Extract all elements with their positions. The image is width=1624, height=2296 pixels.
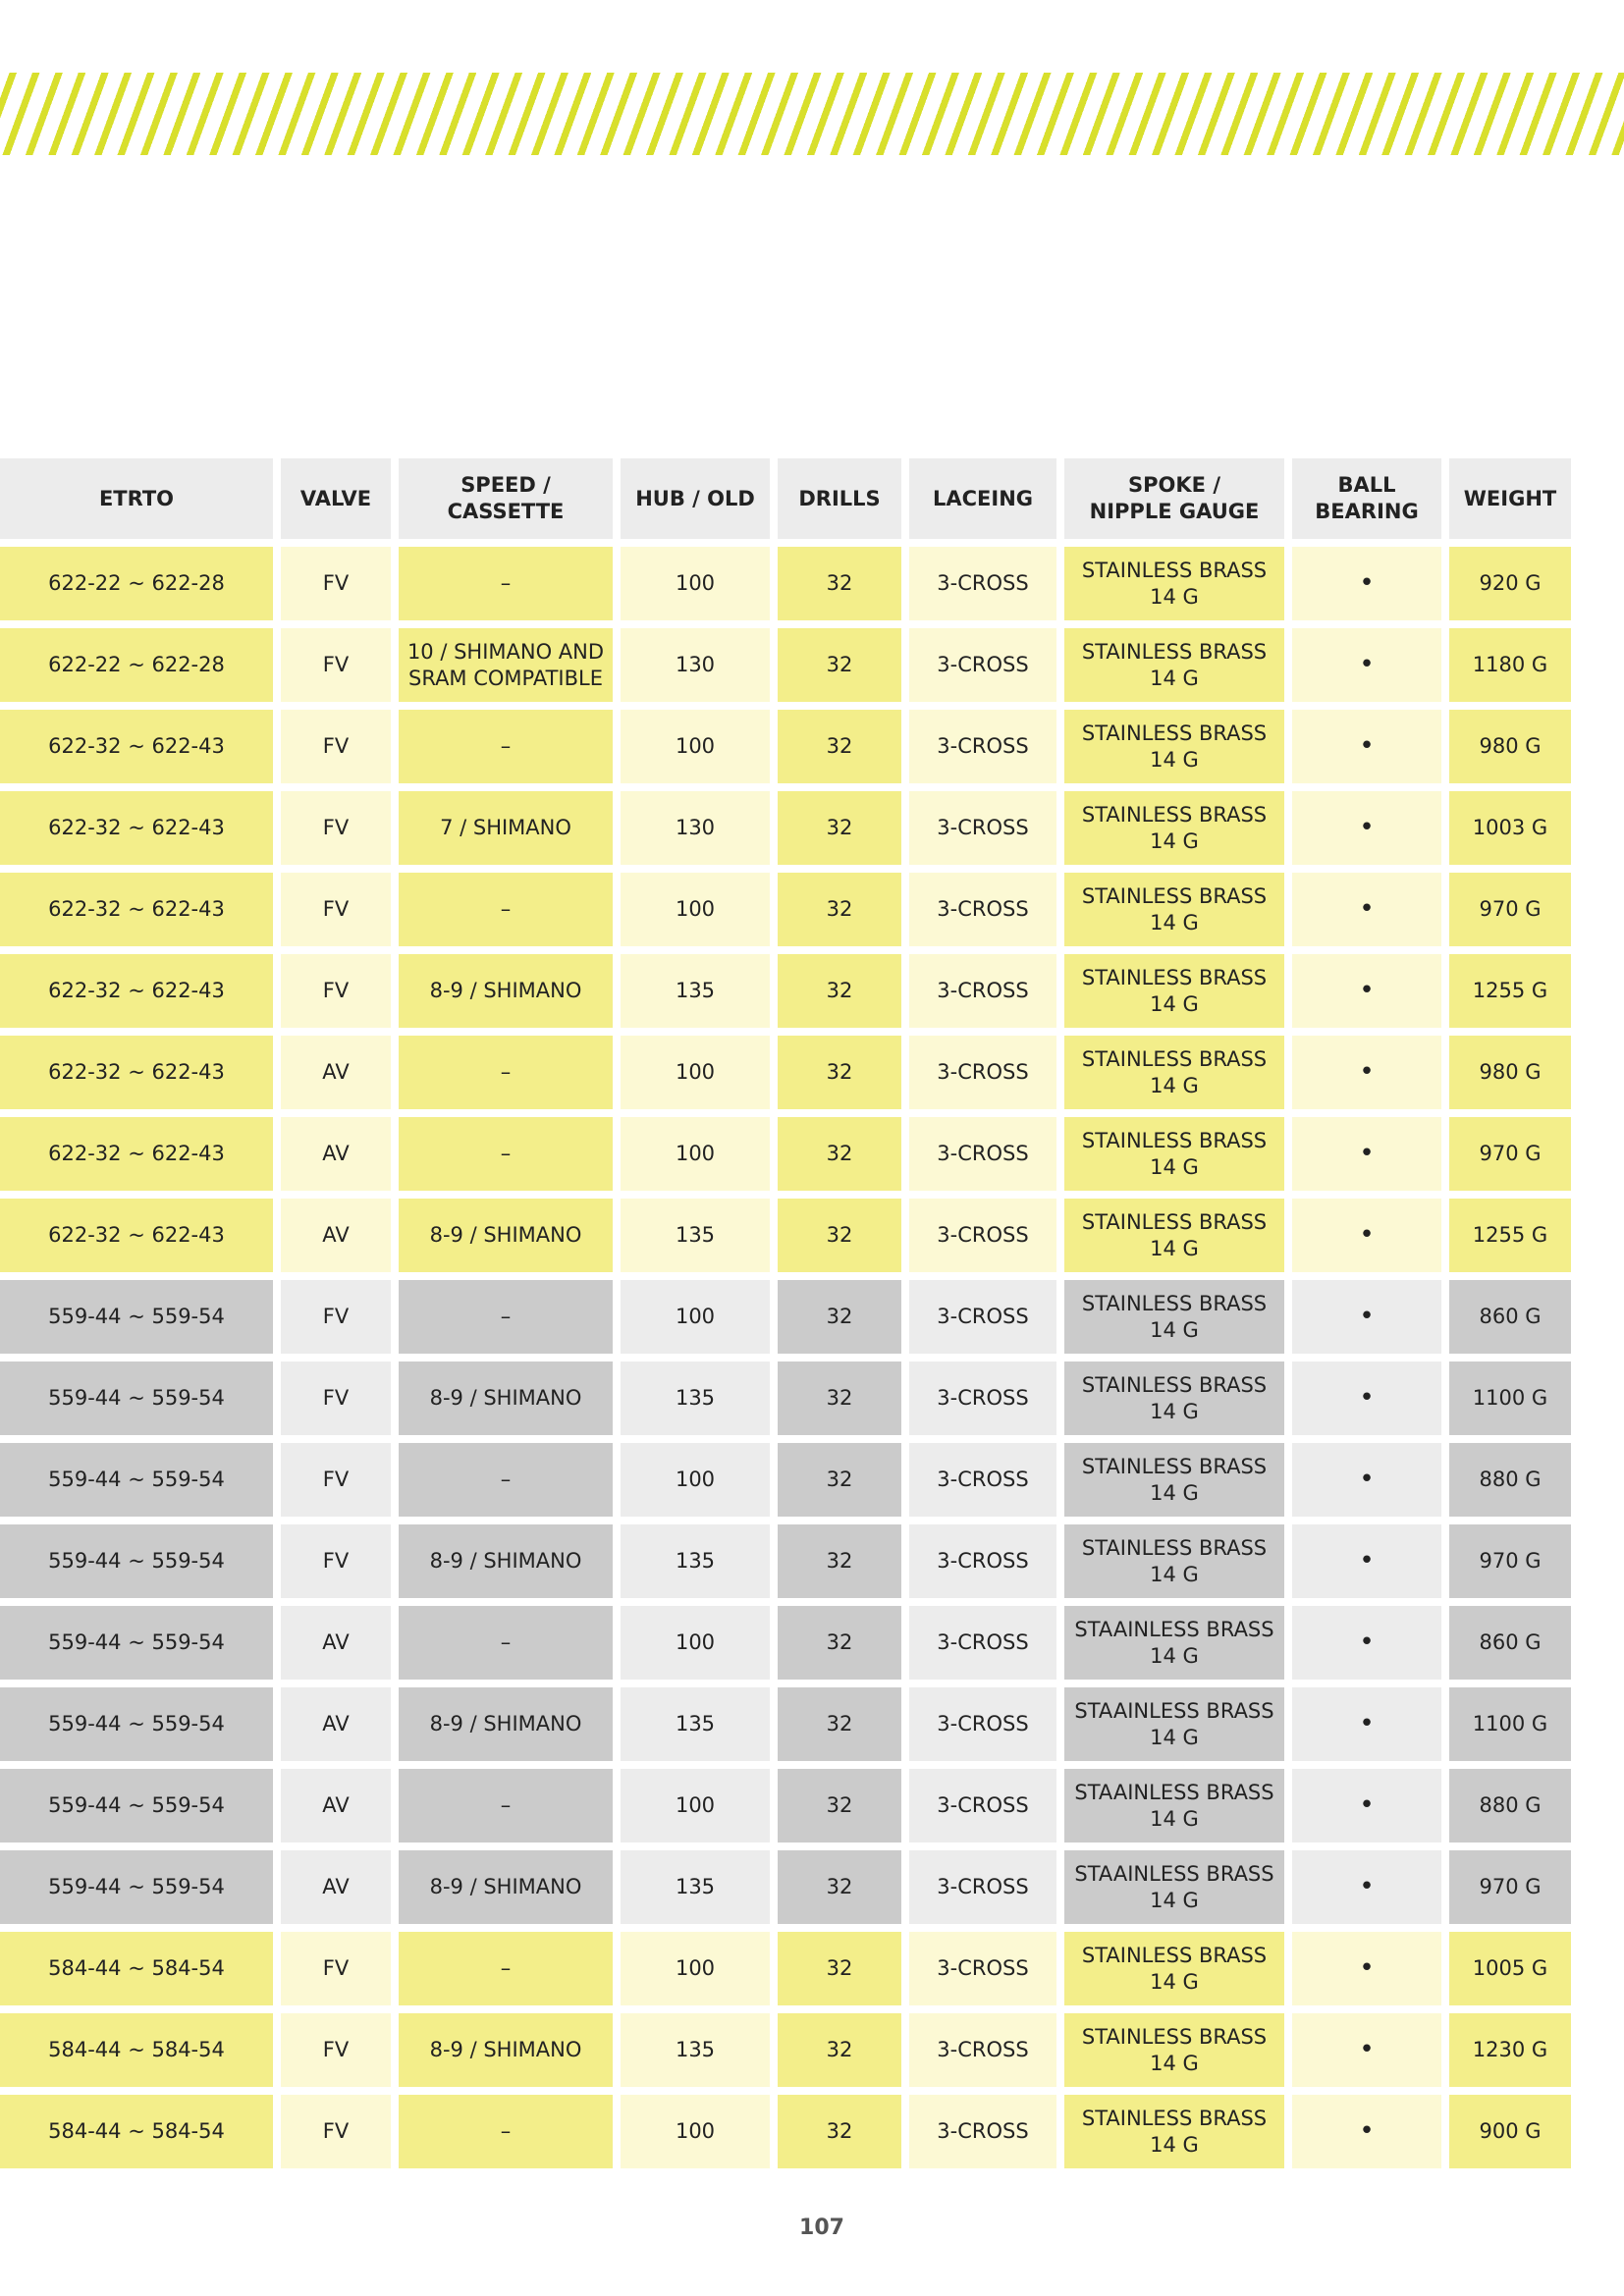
cell-speed-cassette: – bbox=[399, 1932, 613, 2005]
cell-valve: AV bbox=[281, 1199, 391, 1272]
table-row bbox=[0, 628, 1571, 702]
cell-laceing: 3-CROSS bbox=[909, 954, 1056, 1028]
table-row bbox=[0, 791, 1571, 865]
table-row bbox=[0, 1036, 1571, 1109]
cell-laceing: 3-CROSS bbox=[909, 1606, 1056, 1680]
cell-etrto: 559-44 ~ 559-54 bbox=[0, 1362, 273, 1435]
cell-weight: 970 G bbox=[1449, 1850, 1571, 1924]
cell-drills: 32 bbox=[778, 791, 901, 865]
cell-ball-bearing: • bbox=[1292, 1036, 1441, 1109]
cell-hub-old: 130 bbox=[621, 628, 770, 702]
cell-valve: FV bbox=[281, 2013, 391, 2087]
cell-ball-bearing: • bbox=[1292, 873, 1441, 946]
cell-spoke-nipple-gauge: STAAINLESS BRASS 14 G bbox=[1064, 1687, 1284, 1761]
cell-hub-old: 135 bbox=[621, 1362, 770, 1435]
cell-hub-old: 135 bbox=[621, 954, 770, 1028]
cell-ball-bearing: • bbox=[1292, 1280, 1441, 1354]
cell-spoke-nipple-gauge: STAINLESS BRASS 14 G bbox=[1064, 1932, 1284, 2005]
table-row bbox=[0, 710, 1571, 783]
cell-hub-old: 100 bbox=[621, 1117, 770, 1191]
cell-ball-bearing: • bbox=[1292, 547, 1441, 620]
cell-etrto: 559-44 ~ 559-54 bbox=[0, 1443, 273, 1517]
cell-spoke-nipple-gauge: STAINLESS BRASS 14 G bbox=[1064, 710, 1284, 783]
table-row bbox=[0, 547, 1571, 620]
cell-weight: 1100 G bbox=[1449, 1362, 1571, 1435]
cell-spoke-nipple-gauge: STAAINLESS BRASS 14 G bbox=[1064, 1850, 1284, 1924]
cell-weight: 860 G bbox=[1449, 1280, 1571, 1354]
cell-laceing: 3-CROSS bbox=[909, 1362, 1056, 1435]
cell-valve: FV bbox=[281, 1932, 391, 2005]
header-speed-cassette: SPEED / CASSETTE bbox=[399, 458, 613, 539]
cell-hub-old: 100 bbox=[621, 1932, 770, 2005]
table-body bbox=[0, 547, 1571, 2168]
cell-valve: FV bbox=[281, 873, 391, 946]
cell-speed-cassette: 8-9 / SHIMANO bbox=[399, 1850, 613, 1924]
cell-etrto: 559-44 ~ 559-54 bbox=[0, 1850, 273, 1924]
cell-drills: 32 bbox=[778, 2095, 901, 2168]
header-laceing: LACEING bbox=[909, 458, 1056, 539]
header-drills: DRILLS bbox=[778, 458, 901, 539]
cell-drills: 32 bbox=[778, 710, 901, 783]
cell-laceing: 3-CROSS bbox=[909, 1687, 1056, 1761]
cell-drills: 32 bbox=[778, 628, 901, 702]
cell-ball-bearing: • bbox=[1292, 2095, 1441, 2168]
cell-etrto: 584-44 ~ 584-54 bbox=[0, 1932, 273, 2005]
cell-speed-cassette: 8-9 / SHIMANO bbox=[399, 1687, 613, 1761]
cell-hub-old: 100 bbox=[621, 1769, 770, 1842]
cell-speed-cassette: 8-9 / SHIMANO bbox=[399, 954, 613, 1028]
table-row bbox=[0, 1199, 1571, 1272]
cell-etrto: 622-32 ~ 622-43 bbox=[0, 1199, 273, 1272]
table-row bbox=[0, 954, 1571, 1028]
cell-spoke-nipple-gauge: STAAINLESS BRASS 14 G bbox=[1064, 1606, 1284, 1680]
cell-weight: 860 G bbox=[1449, 1606, 1571, 1680]
cell-valve: FV bbox=[281, 1280, 391, 1354]
cell-hub-old: 100 bbox=[621, 547, 770, 620]
cell-valve: FV bbox=[281, 1524, 391, 1598]
cell-hub-old: 100 bbox=[621, 1606, 770, 1680]
cell-etrto: 559-44 ~ 559-54 bbox=[0, 1606, 273, 1680]
cell-ball-bearing: • bbox=[1292, 1850, 1441, 1924]
cell-hub-old: 100 bbox=[621, 1280, 770, 1354]
cell-weight: 970 G bbox=[1449, 1117, 1571, 1191]
cell-etrto: 584-44 ~ 584-54 bbox=[0, 2095, 273, 2168]
cell-weight: 880 G bbox=[1449, 1769, 1571, 1842]
cell-spoke-nipple-gauge: STAINLESS BRASS 14 G bbox=[1064, 1524, 1284, 1598]
cell-etrto: 622-22 ~ 622-28 bbox=[0, 628, 273, 702]
table-row bbox=[0, 1850, 1571, 1924]
cell-weight: 1003 G bbox=[1449, 791, 1571, 865]
cell-speed-cassette: – bbox=[399, 873, 613, 946]
cell-laceing: 3-CROSS bbox=[909, 547, 1056, 620]
cell-hub-old: 100 bbox=[621, 710, 770, 783]
cell-drills: 32 bbox=[778, 1932, 901, 2005]
cell-hub-old: 100 bbox=[621, 873, 770, 946]
cell-hub-old: 135 bbox=[621, 2013, 770, 2087]
cell-spoke-nipple-gauge: STAINLESS BRASS 14 G bbox=[1064, 1036, 1284, 1109]
cell-weight: 1005 G bbox=[1449, 1932, 1571, 2005]
cell-drills: 32 bbox=[778, 1443, 901, 1517]
cell-valve: FV bbox=[281, 710, 391, 783]
cell-laceing: 3-CROSS bbox=[909, 1443, 1056, 1517]
table-row bbox=[0, 1769, 1571, 1842]
cell-speed-cassette: – bbox=[399, 1036, 613, 1109]
cell-spoke-nipple-gauge: STAINLESS BRASS 14 G bbox=[1064, 954, 1284, 1028]
cell-ball-bearing: • bbox=[1292, 1199, 1441, 1272]
table-row bbox=[0, 1362, 1571, 1435]
cell-laceing: 3-CROSS bbox=[909, 2013, 1056, 2087]
cell-speed-cassette: 10 / SHIMANO AND SRAM COMPATIBLE bbox=[399, 628, 613, 702]
cell-etrto: 622-32 ~ 622-43 bbox=[0, 873, 273, 946]
cell-speed-cassette: – bbox=[399, 1280, 613, 1354]
cell-spoke-nipple-gauge: STAINLESS BRASS 14 G bbox=[1064, 1280, 1284, 1354]
header-valve: VALVE bbox=[281, 458, 391, 539]
wheel-spec-table bbox=[0, 451, 1579, 2176]
header-spoke-nipple-gauge: SPOKE / NIPPLE GAUGE bbox=[1064, 458, 1284, 539]
cell-drills: 32 bbox=[778, 1117, 901, 1191]
cell-valve: FV bbox=[281, 1443, 391, 1517]
cell-drills: 32 bbox=[778, 1606, 901, 1680]
cell-speed-cassette: – bbox=[399, 547, 613, 620]
cell-laceing: 3-CROSS bbox=[909, 1117, 1056, 1191]
cell-valve: AV bbox=[281, 1769, 391, 1842]
page-number: 107 bbox=[799, 2216, 844, 2240]
cell-weight: 970 G bbox=[1449, 1524, 1571, 1598]
cell-laceing: 3-CROSS bbox=[909, 1932, 1056, 2005]
cell-valve: AV bbox=[281, 1036, 391, 1109]
decorative-stripe-band bbox=[0, 73, 1624, 155]
cell-drills: 32 bbox=[778, 1524, 901, 1598]
cell-ball-bearing: • bbox=[1292, 1117, 1441, 1191]
cell-weight: 1255 G bbox=[1449, 954, 1571, 1028]
cell-hub-old: 100 bbox=[621, 2095, 770, 2168]
cell-weight: 900 G bbox=[1449, 2095, 1571, 2168]
cell-valve: FV bbox=[281, 1362, 391, 1435]
cell-laceing: 3-CROSS bbox=[909, 873, 1056, 946]
cell-spoke-nipple-gauge: STAINLESS BRASS 14 G bbox=[1064, 2095, 1284, 2168]
cell-ball-bearing: • bbox=[1292, 1606, 1441, 1680]
table-row bbox=[0, 1932, 1571, 2005]
table-header-row bbox=[0, 458, 1571, 539]
cell-etrto: 584-44 ~ 584-54 bbox=[0, 2013, 273, 2087]
cell-ball-bearing: • bbox=[1292, 1524, 1441, 1598]
cell-ball-bearing: • bbox=[1292, 710, 1441, 783]
cell-etrto: 622-32 ~ 622-43 bbox=[0, 710, 273, 783]
cell-ball-bearing: • bbox=[1292, 1443, 1441, 1517]
cell-laceing: 3-CROSS bbox=[909, 1036, 1056, 1109]
cell-hub-old: 135 bbox=[621, 1524, 770, 1598]
cell-ball-bearing: • bbox=[1292, 2013, 1441, 2087]
table-row bbox=[0, 1524, 1571, 1598]
cell-laceing: 3-CROSS bbox=[909, 1524, 1056, 1598]
cell-hub-old: 135 bbox=[621, 1687, 770, 1761]
cell-drills: 32 bbox=[778, 1687, 901, 1761]
cell-speed-cassette: – bbox=[399, 1769, 613, 1842]
cell-laceing: 3-CROSS bbox=[909, 628, 1056, 702]
cell-speed-cassette: 8-9 / SHIMANO bbox=[399, 1199, 613, 1272]
cell-hub-old: 100 bbox=[621, 1443, 770, 1517]
cell-spoke-nipple-gauge: STAINLESS BRASS 14 G bbox=[1064, 628, 1284, 702]
cell-laceing: 3-CROSS bbox=[909, 791, 1056, 865]
cell-weight: 880 G bbox=[1449, 1443, 1571, 1517]
cell-speed-cassette: 7 / SHIMANO bbox=[399, 791, 613, 865]
cell-valve: AV bbox=[281, 1850, 391, 1924]
cell-drills: 32 bbox=[778, 1036, 901, 1109]
cell-speed-cassette: – bbox=[399, 2095, 613, 2168]
table-row bbox=[0, 1606, 1571, 1680]
cell-laceing: 3-CROSS bbox=[909, 710, 1056, 783]
cell-drills: 32 bbox=[778, 954, 901, 1028]
cell-valve: AV bbox=[281, 1687, 391, 1761]
cell-weight: 980 G bbox=[1449, 1036, 1571, 1109]
cell-spoke-nipple-gauge: STAINLESS BRASS 14 G bbox=[1064, 873, 1284, 946]
cell-drills: 32 bbox=[778, 2013, 901, 2087]
cell-ball-bearing: • bbox=[1292, 791, 1441, 865]
cell-drills: 32 bbox=[778, 1850, 901, 1924]
table-row bbox=[0, 873, 1571, 946]
cell-drills: 32 bbox=[778, 1280, 901, 1354]
cell-spoke-nipple-gauge: STAINLESS BRASS 14 G bbox=[1064, 547, 1284, 620]
cell-valve: AV bbox=[281, 1117, 391, 1191]
cell-weight: 970 G bbox=[1449, 873, 1571, 946]
table-row bbox=[0, 1117, 1571, 1191]
cell-laceing: 3-CROSS bbox=[909, 1280, 1056, 1354]
cell-weight: 920 G bbox=[1449, 547, 1571, 620]
cell-etrto: 559-44 ~ 559-54 bbox=[0, 1769, 273, 1842]
cell-valve: FV bbox=[281, 628, 391, 702]
cell-etrto: 622-32 ~ 622-43 bbox=[0, 954, 273, 1028]
cell-valve: FV bbox=[281, 2095, 391, 2168]
cell-spoke-nipple-gauge: STAINLESS BRASS 14 G bbox=[1064, 791, 1284, 865]
cell-speed-cassette: – bbox=[399, 1117, 613, 1191]
cell-etrto: 559-44 ~ 559-54 bbox=[0, 1687, 273, 1761]
cell-speed-cassette: – bbox=[399, 1443, 613, 1517]
cell-etrto: 622-32 ~ 622-43 bbox=[0, 791, 273, 865]
cell-ball-bearing: • bbox=[1292, 628, 1441, 702]
cell-drills: 32 bbox=[778, 1362, 901, 1435]
table-row bbox=[0, 2013, 1571, 2087]
cell-spoke-nipple-gauge: STAINLESS BRASS 14 G bbox=[1064, 1362, 1284, 1435]
cell-weight: 1100 G bbox=[1449, 1687, 1571, 1761]
cell-hub-old: 135 bbox=[621, 1199, 770, 1272]
cell-laceing: 3-CROSS bbox=[909, 1850, 1056, 1924]
cell-hub-old: 130 bbox=[621, 791, 770, 865]
table-row bbox=[0, 1280, 1571, 1354]
cell-hub-old: 100 bbox=[621, 1036, 770, 1109]
cell-weight: 1180 G bbox=[1449, 628, 1571, 702]
cell-spoke-nipple-gauge: STAINLESS BRASS 14 G bbox=[1064, 1443, 1284, 1517]
cell-speed-cassette: 8-9 / SHIMANO bbox=[399, 1524, 613, 1598]
cell-etrto: 559-44 ~ 559-54 bbox=[0, 1280, 273, 1354]
cell-hub-old: 135 bbox=[621, 1850, 770, 1924]
table-row bbox=[0, 1687, 1571, 1761]
header-etrto: ETRTO bbox=[0, 458, 273, 539]
cell-drills: 32 bbox=[778, 873, 901, 946]
table-row bbox=[0, 1443, 1571, 1517]
cell-laceing: 3-CROSS bbox=[909, 1769, 1056, 1842]
cell-spoke-nipple-gauge: STAINLESS BRASS 14 G bbox=[1064, 1199, 1284, 1272]
cell-drills: 32 bbox=[778, 1769, 901, 1842]
cell-etrto: 559-44 ~ 559-54 bbox=[0, 1524, 273, 1598]
cell-weight: 1230 G bbox=[1449, 2013, 1571, 2087]
cell-valve: FV bbox=[281, 791, 391, 865]
cell-laceing: 3-CROSS bbox=[909, 2095, 1056, 2168]
cell-speed-cassette: – bbox=[399, 710, 613, 783]
cell-laceing: 3-CROSS bbox=[909, 1199, 1056, 1272]
cell-speed-cassette: 8-9 / SHIMANO bbox=[399, 2013, 613, 2087]
cell-weight: 980 G bbox=[1449, 710, 1571, 783]
header-hub-old: HUB / OLD bbox=[621, 458, 770, 539]
cell-drills: 32 bbox=[778, 1199, 901, 1272]
cell-ball-bearing: • bbox=[1292, 1932, 1441, 2005]
cell-drills: 32 bbox=[778, 547, 901, 620]
cell-speed-cassette: – bbox=[399, 1606, 613, 1680]
header-weight: WEIGHT bbox=[1449, 458, 1571, 539]
cell-ball-bearing: • bbox=[1292, 1769, 1441, 1842]
cell-ball-bearing: • bbox=[1292, 1362, 1441, 1435]
table-row bbox=[0, 2095, 1571, 2168]
cell-spoke-nipple-gauge: STAINLESS BRASS 14 G bbox=[1064, 1117, 1284, 1191]
cell-ball-bearing: • bbox=[1292, 1687, 1441, 1761]
cell-weight: 1255 G bbox=[1449, 1199, 1571, 1272]
header-ball-bearing: BALL BEARING bbox=[1292, 458, 1441, 539]
cell-spoke-nipple-gauge: STAAINLESS BRASS 14 G bbox=[1064, 1769, 1284, 1842]
cell-spoke-nipple-gauge: STAINLESS BRASS 14 G bbox=[1064, 2013, 1284, 2087]
cell-etrto: 622-32 ~ 622-43 bbox=[0, 1117, 273, 1191]
cell-valve: FV bbox=[281, 954, 391, 1028]
cell-etrto: 622-22 ~ 622-28 bbox=[0, 547, 273, 620]
cell-valve: FV bbox=[281, 547, 391, 620]
cell-speed-cassette: 8-9 / SHIMANO bbox=[399, 1362, 613, 1435]
cell-ball-bearing: • bbox=[1292, 954, 1441, 1028]
cell-etrto: 622-32 ~ 622-43 bbox=[0, 1036, 273, 1109]
cell-valve: AV bbox=[281, 1606, 391, 1680]
